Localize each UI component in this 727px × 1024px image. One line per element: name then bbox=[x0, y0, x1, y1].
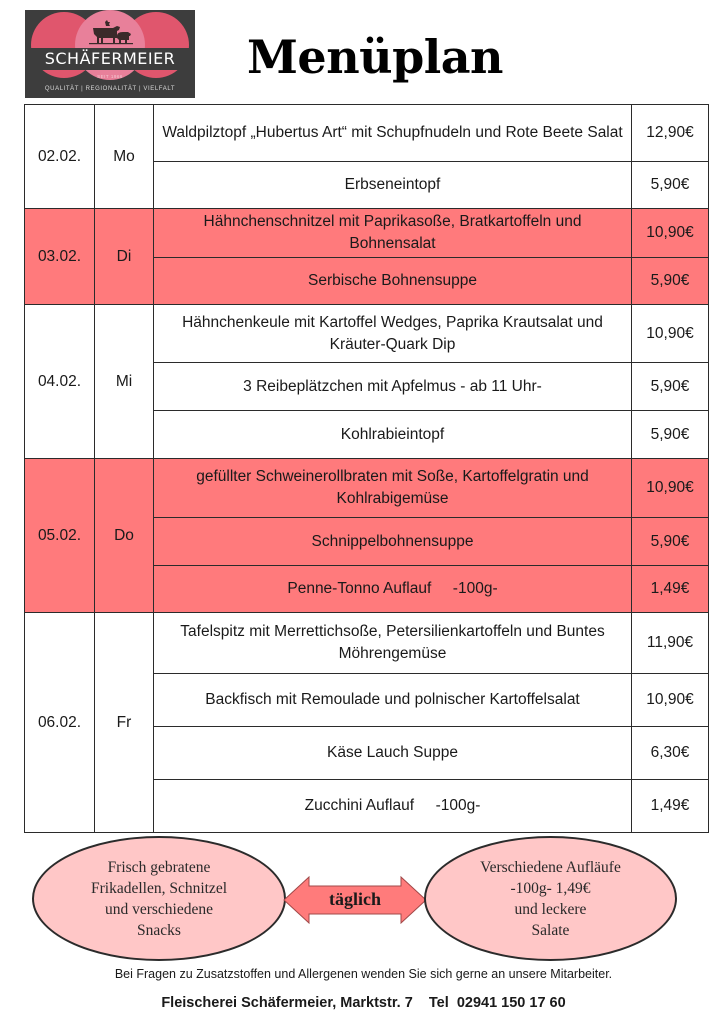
date-cell: 02.02. bbox=[25, 105, 95, 209]
daily-casseroles-bubble bbox=[424, 836, 677, 961]
table-row bbox=[25, 459, 709, 518]
table-row bbox=[25, 305, 709, 363]
logo-tagline: QUALITÄT | REGIONALITÄT | VIELFALT bbox=[44, 86, 176, 92]
table-row bbox=[25, 105, 709, 162]
dish-cell: Erbseneintopf bbox=[154, 162, 632, 209]
menu-table bbox=[24, 104, 709, 833]
price-cell: 5,90€ bbox=[632, 363, 709, 411]
date-cell: 04.02. bbox=[25, 305, 95, 459]
price-cell: 5,90€ bbox=[632, 258, 709, 305]
footer-contact: Fleischerei Schäfermeier, Marktstr. 7 Tel 02941 150 17 60 bbox=[161, 995, 566, 1011]
dish-cell: Backfisch mit Remoulade und polnischer Kartoffelsalat bbox=[154, 674, 632, 727]
date-cell: 05.02. bbox=[25, 459, 95, 613]
dish-cell: Schnippelbohnensuppe bbox=[154, 518, 632, 566]
price-cell: 11,90€ bbox=[632, 613, 709, 674]
dish-cell: Kohlrabieintopf bbox=[154, 411, 632, 459]
date-cell: 03.02. bbox=[25, 209, 95, 305]
dish-cell: Tafelspitz mit Merrettichsoße, Petersilienkartoffeln und Buntes Möhrengemüse bbox=[154, 613, 632, 674]
bubble-line: Frikadellen, Schnitzel bbox=[90, 879, 228, 897]
allergen-note: Bei Fragen zu Zusatzstoffen und Allergenen wenden Sie sich gerne an unsere Mitarbeiter. bbox=[114, 967, 613, 981]
weekday-cell: Fr bbox=[95, 613, 154, 833]
bubble-line: Snacks bbox=[137, 921, 181, 939]
price-cell: 1,49€ bbox=[632, 780, 709, 833]
dish-cell: Serbische Bohnensuppe bbox=[154, 258, 632, 305]
dish-cell: Hähnchenkeule mit Kartoffel Wedges, Paprika Krautsalat und Kräuter-Quark Dip bbox=[154, 305, 632, 363]
bubble-line: Frisch gebratene bbox=[107, 858, 211, 876]
bubble-line: -100g- 1,49€ bbox=[510, 879, 591, 897]
dish-cell: Waldpilztopf „Hubertus Art“ mit Schupfnudeln und Rote Beete Salat bbox=[154, 105, 632, 162]
dish-cell: 3 Reibeplätzchen mit Apfelmus - ab 11 Uhr- bbox=[154, 363, 632, 411]
bubble-line: und leckere bbox=[514, 900, 587, 918]
price-cell: 10,90€ bbox=[632, 459, 709, 518]
price-cell: 10,90€ bbox=[632, 674, 709, 727]
logo-name: SCHÄFERMEIER bbox=[44, 49, 176, 68]
weekday-cell: Mi bbox=[95, 305, 154, 459]
dish-cell: Penne-Tonno Auflauf -100g- bbox=[154, 566, 632, 613]
price-cell: 5,90€ bbox=[632, 162, 709, 209]
weekday-cell: Mo bbox=[95, 105, 154, 209]
bubble-line: Salate bbox=[531, 921, 570, 939]
price-cell: 1,49€ bbox=[632, 566, 709, 613]
bubble-line: und verschiedene bbox=[104, 900, 214, 918]
table-row bbox=[25, 613, 709, 674]
farm-animals-icon bbox=[87, 20, 133, 46]
price-cell: 6,30€ bbox=[632, 727, 709, 780]
page-title: Menüplan bbox=[247, 30, 503, 84]
dish-cell: Käse Lauch Suppe bbox=[154, 727, 632, 780]
dish-cell: Hähnchenschnitzel mit Paprikasoße, Bratkartoffeln und Bohnensalat bbox=[154, 209, 632, 258]
weekday-cell: Di bbox=[95, 209, 154, 305]
price-cell: 10,90€ bbox=[632, 209, 709, 258]
price-cell: 12,90€ bbox=[632, 105, 709, 162]
logo-since: SEIT 1966 bbox=[97, 74, 123, 79]
daily-label: täglich bbox=[329, 889, 381, 909]
price-cell: 5,90€ bbox=[632, 411, 709, 459]
weekday-cell: Do bbox=[95, 459, 154, 613]
dish-cell: Zucchini Auflauf -100g- bbox=[154, 780, 632, 833]
price-cell: 10,90€ bbox=[632, 305, 709, 363]
bubble-line: Verschiedene Aufläufe bbox=[480, 858, 621, 876]
dish-cell: gefüllter Schweinerollbraten mit Soße, Kartoffelgratin und Kohlrabigemüse bbox=[154, 459, 632, 518]
date-cell: 06.02. bbox=[25, 613, 95, 833]
daily-snacks-bubble bbox=[32, 836, 286, 961]
price-cell: 5,90€ bbox=[632, 518, 709, 566]
table-row bbox=[25, 209, 709, 258]
company-logo bbox=[25, 10, 195, 98]
